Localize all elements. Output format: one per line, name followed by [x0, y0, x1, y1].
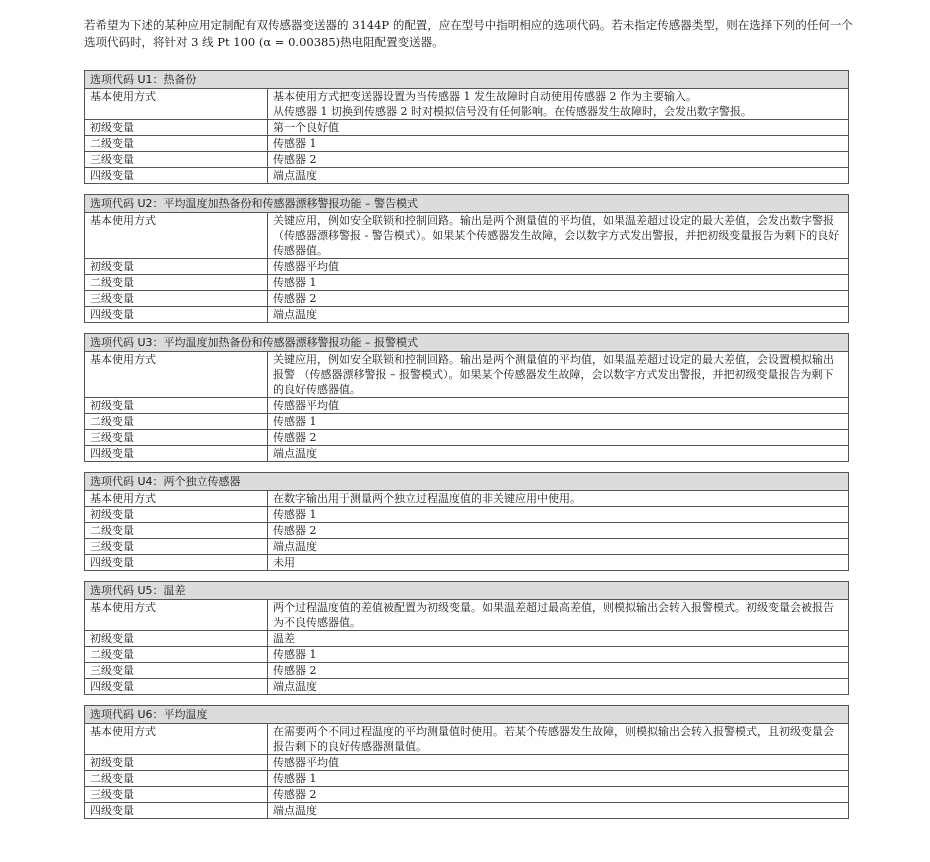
option-table [84, 705, 849, 819]
row-value: 传感器平均值 [268, 259, 849, 275]
row-value: 关键应用，例如安全联锁和控制回路。输出是两个测量值的平均值，如果温差超过设定的最大差值，会发出数字警报（传感器漂移警报 - 警告模式）。如果某个传感器发生故障，会以数字方式发出警报，并把初级变量报告为剩下的良好传感器值。 [268, 213, 849, 259]
option-title: 选项代码 U6：平均温度 [85, 706, 849, 724]
table-row [85, 491, 849, 507]
row-label: 初级变量 [85, 120, 268, 136]
table-row [85, 647, 849, 663]
row-value: 温差 [268, 631, 849, 647]
table-row [85, 89, 849, 120]
row-label: 二级变量 [85, 414, 268, 430]
option-table-header [85, 334, 849, 352]
table-row [85, 307, 849, 323]
option-table-header [85, 706, 849, 724]
row-label: 四级变量 [85, 803, 268, 819]
row-value: 传感器平均值 [268, 755, 849, 771]
row-value: 关键应用，例如安全联锁和控制回路。输出是两个测量值的平均值，如果温差超过设定的最大差值，会设置模拟输出报警 （传感器漂移警报 – 报警模式）。如果某个传感器发生故障，会以数字方式发出警报，并把初级变量报告为剩下的良好传感器值。 [268, 352, 849, 398]
option-title: 选项代码 U2：平均温度加热备份和传感器漂移警报功能 – 警告模式 [85, 195, 849, 213]
row-value: 传感器 1 [268, 275, 849, 291]
row-label: 二级变量 [85, 523, 268, 539]
row-label: 二级变量 [85, 771, 268, 787]
table-row [85, 259, 849, 275]
row-value: 传感器 2 [268, 152, 849, 168]
table-row [85, 213, 849, 259]
option-table [84, 581, 849, 695]
row-value: 传感器 1 [268, 647, 849, 663]
row-value: 第一个良好值 [268, 120, 849, 136]
option-table [84, 194, 849, 323]
table-row [85, 120, 849, 136]
table-row [85, 291, 849, 307]
row-value: 端点温度 [268, 679, 849, 695]
table-row [85, 352, 849, 398]
row-value: 端点温度 [268, 168, 849, 184]
table-row [85, 414, 849, 430]
row-value: 端点温度 [268, 803, 849, 819]
row-label: 初级变量 [85, 507, 268, 523]
table-row [85, 507, 849, 523]
option-title: 选项代码 U3：平均温度加热备份和传感器漂移警报功能 – 报警模式 [85, 334, 849, 352]
table-row [85, 600, 849, 631]
intro-paragraph: 若希望为下述的某种应用定制配有双传感器变送器的 3144P 的配置，应在型号中指明相应的选项代码。若未指定传感器类型，则在选择下列的任何一个选项代码时，将针对 3 线 Pt 100 (α = 0.00385)热电阻配置变送器。 [84, 18, 853, 49]
row-label: 三级变量 [85, 539, 268, 555]
table-row [85, 787, 849, 803]
row-label: 基本使用方式 [85, 352, 268, 398]
row-value: 传感器 1 [268, 414, 849, 430]
row-label: 三级变量 [85, 152, 268, 168]
row-value: 传感器 2 [268, 787, 849, 803]
option-table-header [85, 582, 849, 600]
row-label: 初级变量 [85, 259, 268, 275]
option-code-tables [84, 70, 849, 829]
table-row [85, 446, 849, 462]
table-row [85, 771, 849, 787]
row-label: 基本使用方式 [85, 491, 268, 507]
row-value: 在数字输出用于测量两个独立过程温度值的非关键应用中使用。 [268, 491, 849, 507]
table-row [85, 539, 849, 555]
row-value: 未用 [268, 555, 849, 571]
table-row [85, 663, 849, 679]
row-label: 基本使用方式 [85, 213, 268, 259]
table-row [85, 430, 849, 446]
row-label: 三级变量 [85, 430, 268, 446]
row-value: 传感器 1 [268, 136, 849, 152]
row-label: 三级变量 [85, 787, 268, 803]
row-label: 初级变量 [85, 631, 268, 647]
row-label: 三级变量 [85, 663, 268, 679]
row-label: 四级变量 [85, 679, 268, 695]
row-label: 四级变量 [85, 555, 268, 571]
option-table [84, 70, 849, 184]
row-value: 端点温度 [268, 539, 849, 555]
table-row [85, 136, 849, 152]
row-label: 四级变量 [85, 446, 268, 462]
table-row [85, 755, 849, 771]
table-row [85, 555, 849, 571]
option-title: 选项代码 U5：温差 [85, 582, 849, 600]
option-table-header [85, 71, 849, 89]
row-label: 三级变量 [85, 291, 268, 307]
table-row [85, 398, 849, 414]
row-value: 两个过程温度值的差值被配置为初级变量。如果温差超过最高差值，则模拟输出会转入报警模式。初级变量会被报告为不良传感器值。 [268, 600, 849, 631]
row-label: 二级变量 [85, 136, 268, 152]
option-table-header [85, 473, 849, 491]
option-table [84, 333, 849, 462]
row-label: 初级变量 [85, 755, 268, 771]
table-row [85, 168, 849, 184]
option-title: 选项代码 U1：热备份 [85, 71, 849, 89]
row-value: 传感器 2 [268, 291, 849, 307]
row-label: 二级变量 [85, 647, 268, 663]
row-label: 基本使用方式 [85, 600, 268, 631]
row-label: 四级变量 [85, 307, 268, 323]
row-value: 在需要两个不同过程温度的平均测量值时使用。若某个传感器发生故障，则模拟输出会转入报警模式，且初级变量会报告剩下的良好传感器测量值。 [268, 724, 849, 755]
table-row [85, 275, 849, 291]
row-label: 二级变量 [85, 275, 268, 291]
option-title: 选项代码 U4：两个独立传感器 [85, 473, 849, 491]
row-label: 基本使用方式 [85, 89, 268, 120]
table-row [85, 152, 849, 168]
table-row [85, 679, 849, 695]
table-row [85, 523, 849, 539]
row-value: 传感器 2 [268, 430, 849, 446]
row-label: 初级变量 [85, 398, 268, 414]
row-label: 基本使用方式 [85, 724, 268, 755]
table-row [85, 631, 849, 647]
option-table [84, 472, 849, 571]
row-value: 端点温度 [268, 446, 849, 462]
table-row [85, 803, 849, 819]
row-value: 基本使用方式把变送器设置为当传感器 1 发生故障时自动使用传感器 2 作为主要输入。 从传感器 1 切换到传感器 2 时对模拟信号没有任何影响。在传感器发生故障时，会发出数字警报。 [268, 89, 849, 120]
option-table-header [85, 195, 849, 213]
row-value: 传感器 2 [268, 663, 849, 679]
row-label: 四级变量 [85, 168, 268, 184]
row-value: 传感器 1 [268, 507, 849, 523]
table-row [85, 724, 849, 755]
row-value: 端点温度 [268, 307, 849, 323]
row-value: 传感器 1 [268, 771, 849, 787]
row-value: 传感器平均值 [268, 398, 849, 414]
row-value: 传感器 2 [268, 523, 849, 539]
